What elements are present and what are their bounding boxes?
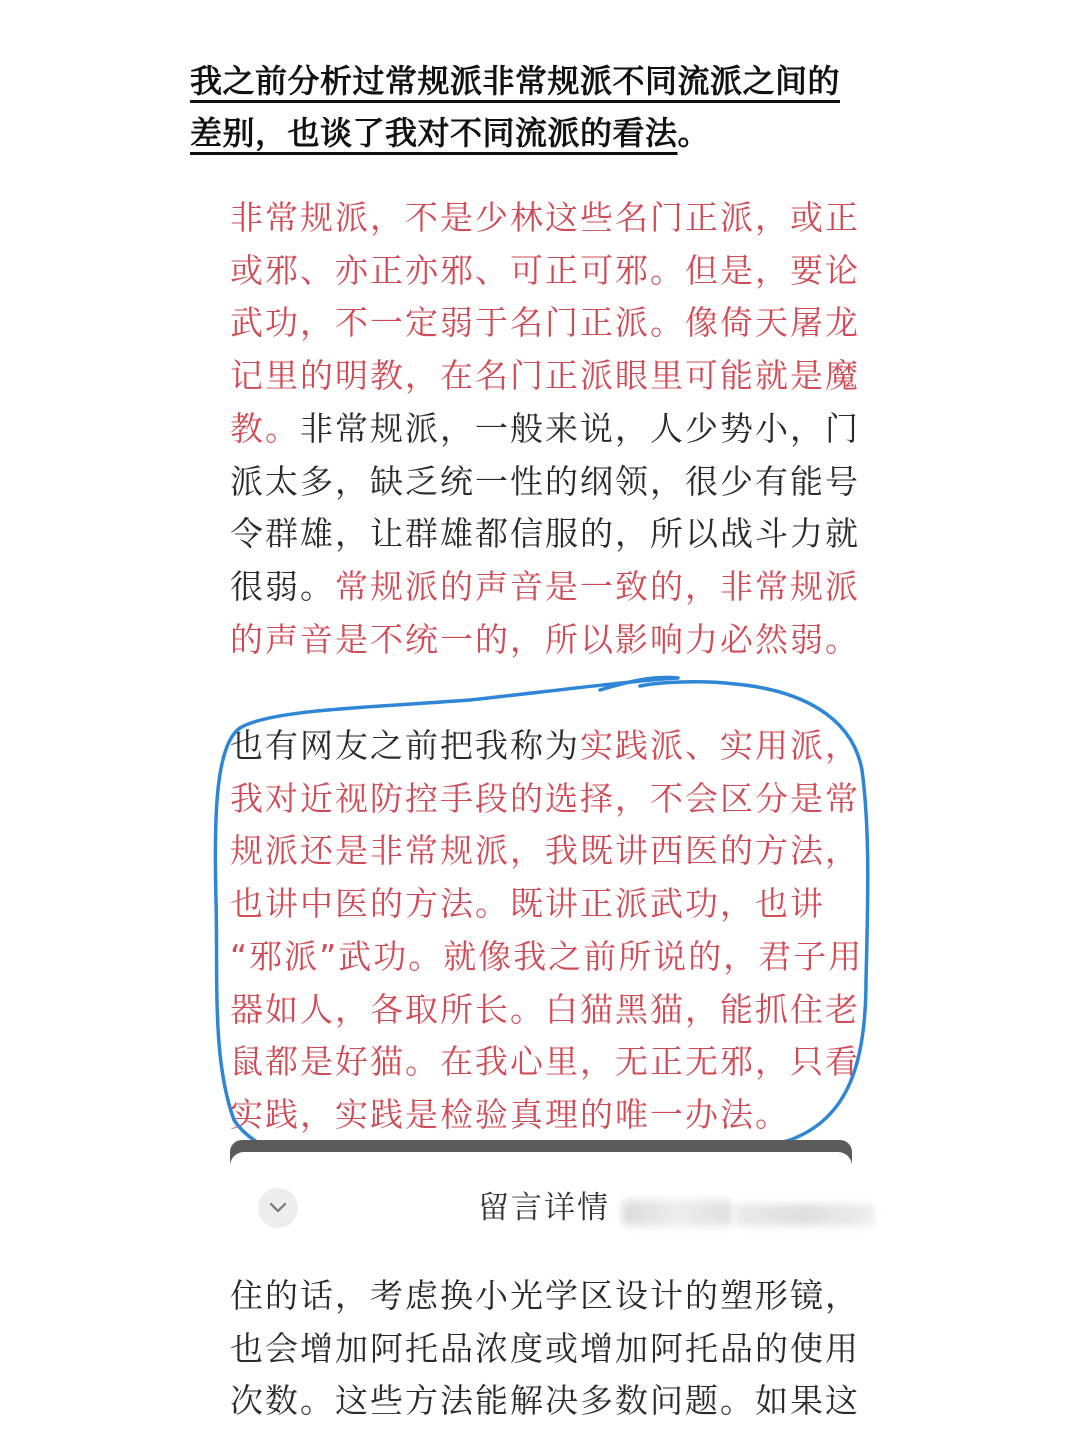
text-line [230, 984, 860, 1037]
comment-reply-text [230, 1270, 860, 1428]
text-line [230, 1036, 860, 1089]
text-segment: 非常规派，一般来说，人少势小，门 [300, 408, 860, 448]
text-segment: 派太多，缺乏统一性的纲领，很少有能号 [230, 461, 860, 501]
paragraph-practical-school [230, 720, 864, 1142]
text-line [230, 192, 860, 245]
text-segment: 武功，不一定弱于名门正派。像倚天屠龙 [230, 303, 860, 343]
collapse-button[interactable] [258, 1188, 298, 1228]
text-line [230, 720, 860, 773]
text-line [230, 297, 860, 350]
heading-line-2: 差别，也谈了我对不同流派的看法 [190, 114, 678, 152]
blurred-username [622, 1200, 732, 1226]
text-line [230, 878, 860, 931]
text-line [230, 1089, 860, 1142]
text-line [230, 456, 860, 509]
text-line [230, 931, 864, 984]
text-segment: 或邪、亦正亦邪、可正可邪。但是，要论 [230, 250, 860, 290]
chevron-down-icon [269, 1202, 287, 1214]
paragraph-nonconventional [230, 192, 860, 666]
text-line: 住的话，考虑换小光学区设计的塑形镜， [230, 1276, 860, 1315]
text-line: 也会增加阿托品浓度或增加阿托品的使用 [230, 1328, 860, 1368]
heading-line-1: 我之前分析过常规派非常规派不同流派之间的 [190, 62, 841, 100]
text-line [230, 245, 860, 298]
text-line [230, 403, 860, 456]
text-segment: 也有网友之前把我称为 [230, 726, 580, 765]
blurred-meta [735, 1204, 875, 1226]
text-segment: 也讲中医的方法。既讲正派武功，也讲 [230, 884, 825, 924]
text-line [230, 350, 860, 403]
text-line [230, 773, 860, 826]
text-line [230, 825, 860, 878]
text-segment: 的声音是不统一的，所以影响力必然弱。 [230, 619, 860, 659]
text-segment: 常规派的声音是一致的，非常规派 [335, 566, 860, 606]
heading-line-2-tail: 。 [677, 114, 711, 152]
text-segment: 实践派、实用派， [580, 726, 860, 765]
text-line: 次数。这些方法能解决多数问题。如果这 [230, 1381, 860, 1421]
text-segment: 规派还是非常规派，我既讲西医的方法， [230, 831, 860, 871]
text-segment: “邪派”武功。就像我之前所说的，君子用 [230, 936, 864, 976]
text-segment: 实践，实践是检验真理的唯一办法。 [230, 1094, 790, 1134]
text-segment: 器如人，各取所长。白猫黑猫，能抓住老 [230, 989, 860, 1029]
text-line [230, 614, 860, 667]
text-segment: 我对近视防控手段的选择，不会区分是常 [230, 778, 860, 818]
text-line [230, 561, 860, 614]
text-segment: 非常规派，不是少林这些名门正派，或正 [230, 198, 860, 237]
text-segment: 很弱。 [230, 566, 335, 606]
text-segment: 教。 [230, 408, 300, 448]
article-heading [190, 55, 910, 159]
text-segment: 鼠都是好猫。在我心里，无正无邪，只看 [230, 1042, 860, 1082]
sheet-title: 留言详情 [478, 1190, 610, 1226]
text-segment: 记里的明教，在名门正派眼里可能就是魔 [230, 356, 860, 396]
text-segment: 令群雄，让群雄都信服的，所以战斗力就 [230, 514, 860, 554]
text-line [230, 508, 860, 561]
